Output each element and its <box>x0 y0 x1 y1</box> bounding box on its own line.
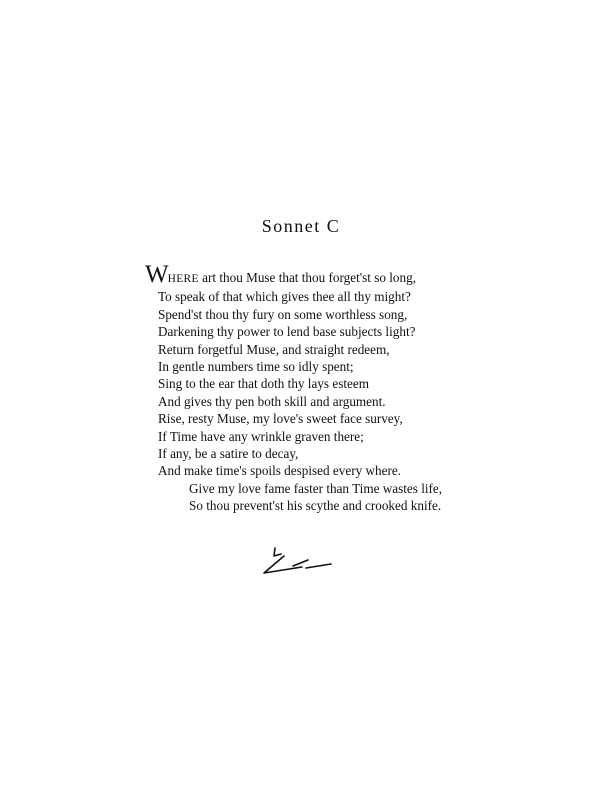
poem <box>145 261 585 515</box>
poem-line: Rise, resty Muse, my love's sweet face survey, <box>158 411 403 427</box>
poem-line: In gentle numbers time so idly spent; <box>158 359 354 375</box>
poem-line: And gives thy pen both skill and argument. <box>158 393 386 409</box>
poem-line: And make time's spoils despised every where. <box>158 463 401 479</box>
poem-line: Return forgetful Muse, and straight redeem, <box>158 341 390 357</box>
handwritten-mark-icon <box>258 544 338 584</box>
poem-line: If any, be a satire to decay, <box>158 446 299 462</box>
poem-line: Spend'st thou thy fury on some worthless song, <box>158 306 408 322</box>
couplet-line: Give my love fame faster than Time wastes life, <box>189 480 443 496</box>
poem-line: To speak of that which gives thee all thy might? <box>158 289 411 305</box>
poem-line: Darkening thy power to lend base subjects light? <box>158 324 416 340</box>
couplet-line: So thou prevent'st his scythe and crooked knife. <box>189 498 442 514</box>
poem-line-text: art thou Muse that thou forget'st so long, <box>198 270 416 285</box>
small-caps-word: HERE <box>167 273 199 285</box>
page-title: Sonnet C <box>261 216 341 236</box>
poem-line: If Time have any wrinkle graven there; <box>158 428 364 444</box>
poem-line <box>145 261 585 288</box>
drop-cap: W <box>145 261 168 288</box>
poem-line: Sing to the ear that doth thy lays esteem <box>158 376 369 392</box>
